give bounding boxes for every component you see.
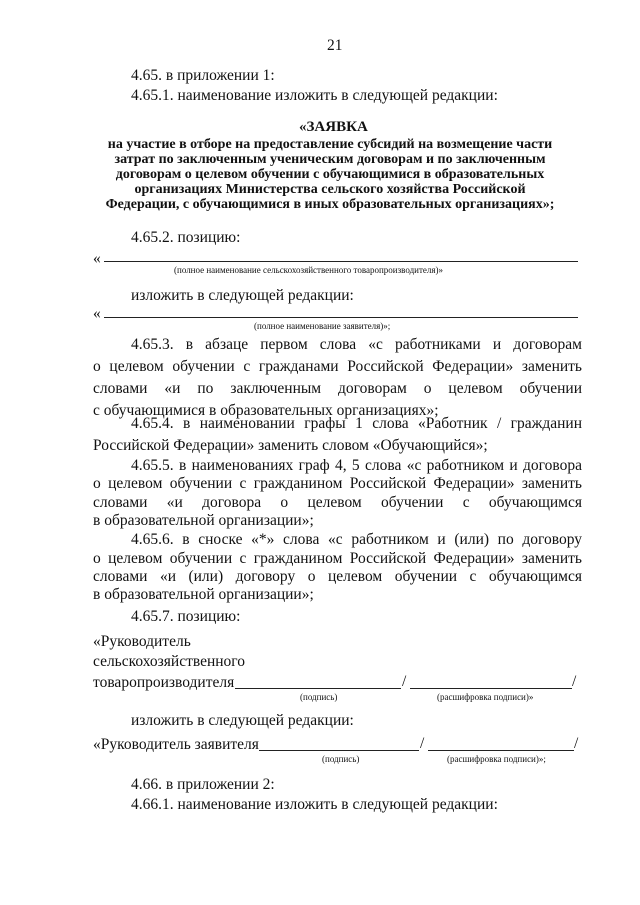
text-line: словами «и (или) договору о целевом обучении с обучающимся bbox=[93, 568, 582, 585]
signature-label-line: сельскохозяйственного bbox=[93, 653, 246, 670]
signature-label-line: товаропроизводителя bbox=[93, 674, 235, 691]
signature-caption: (подпись) bbox=[300, 692, 338, 702]
paragraph-4-66: 4.66. в приложении 2: bbox=[131, 776, 275, 793]
text-line: Российской Федерации» заменить словом «Обучающийся»; bbox=[93, 437, 488, 454]
text-line: 4.65.4. в наименовании графы 1 слова «Работник / гражданин bbox=[131, 415, 582, 432]
signature-label: «Руководитель заявителя bbox=[93, 736, 259, 753]
signature-decode-caption: (расшифровка подписи)» bbox=[437, 692, 534, 702]
paragraph-4-65-7: 4.65.7. позицию: bbox=[131, 608, 241, 625]
slash: / bbox=[574, 735, 579, 752]
producer-name-line bbox=[104, 261, 578, 262]
text-line: о целевом обучении с гражданином Российской Федерации» заменить bbox=[93, 550, 582, 567]
edit-instruction: изложить в следующей редакции: bbox=[131, 287, 354, 304]
text-line: 4.65.6. в сноске «*» слова «с работником и (или) по договору bbox=[131, 531, 582, 548]
paragraph-4-65-2: 4.65.2. позицию: bbox=[131, 229, 241, 246]
text-line: о целевом обучении с гражданами Российской Федерации» заменить bbox=[93, 358, 582, 375]
text-line: о целевом обучении с гражданином Российской Федерации» заменить bbox=[93, 475, 582, 492]
slash: / bbox=[572, 673, 577, 690]
quote-mark: « bbox=[93, 250, 101, 267]
heading-line: на участие в отборе на предоставление субсидий на возмещение части bbox=[107, 137, 553, 152]
text-line: словами «и договора о целевом обучении с обучающимся bbox=[93, 494, 582, 511]
signature-decode-line bbox=[428, 750, 574, 751]
slash: / bbox=[420, 735, 425, 752]
applicant-name-line bbox=[104, 317, 578, 318]
text-line: в образовательной организации»; bbox=[93, 512, 314, 529]
text-line: словами «и по заключенным договорам о целевом обучении bbox=[93, 380, 582, 397]
signature-decode-line bbox=[410, 688, 572, 689]
slash: / bbox=[402, 673, 407, 690]
signature-decode-caption: (расшифровка подписи)»; bbox=[447, 754, 546, 764]
heading-line: организациях Министерства сельского хозяйства Российской bbox=[134, 182, 526, 197]
text-line: 4.65.3. в абзаце первом слова «с работниками и договорам bbox=[131, 336, 582, 353]
heading-line: Федерации, с обучающимися в иных образовательных организациях»; bbox=[105, 197, 555, 212]
heading-line: договорам о целевом обучении с обучающимися в образовательных bbox=[115, 167, 545, 182]
text-line: 4.65.5. в наименованиях граф 4, 5 слова «с работником и договора bbox=[131, 457, 582, 474]
paragraph-4-66-1: 4.66.1. наименование изложить в следующей редакции: bbox=[131, 796, 498, 813]
heading-line: затрат по заключенным ученическим договорам и по заключенным bbox=[114, 152, 546, 167]
signature-caption: (подпись) bbox=[322, 754, 360, 764]
signature-label-line: «Руководитель bbox=[93, 633, 191, 650]
applicant-name-caption: (полное наименование заявителя)»; bbox=[254, 321, 391, 331]
signature-line bbox=[259, 750, 419, 751]
producer-name-caption: (полное наименование сельскохозяйственного товаропроизводителя)» bbox=[174, 265, 444, 275]
quote-mark: « bbox=[93, 305, 101, 322]
edit-instruction: изложить в следующей редакции: bbox=[131, 712, 354, 729]
zayavka-title: «ЗАЯВКА bbox=[299, 119, 368, 135]
paragraph-4-65-1: 4.65.1. наименование изложить в следующей редакции: bbox=[131, 87, 498, 104]
signature-line bbox=[235, 688, 401, 689]
page-number: 21 bbox=[327, 37, 343, 54]
paragraph-4-65: 4.65. в приложении 1: bbox=[131, 67, 275, 84]
text-line: с обучающимися в образовательных организациях»; bbox=[93, 402, 439, 419]
text-line: в образовательной организации»; bbox=[93, 586, 314, 603]
